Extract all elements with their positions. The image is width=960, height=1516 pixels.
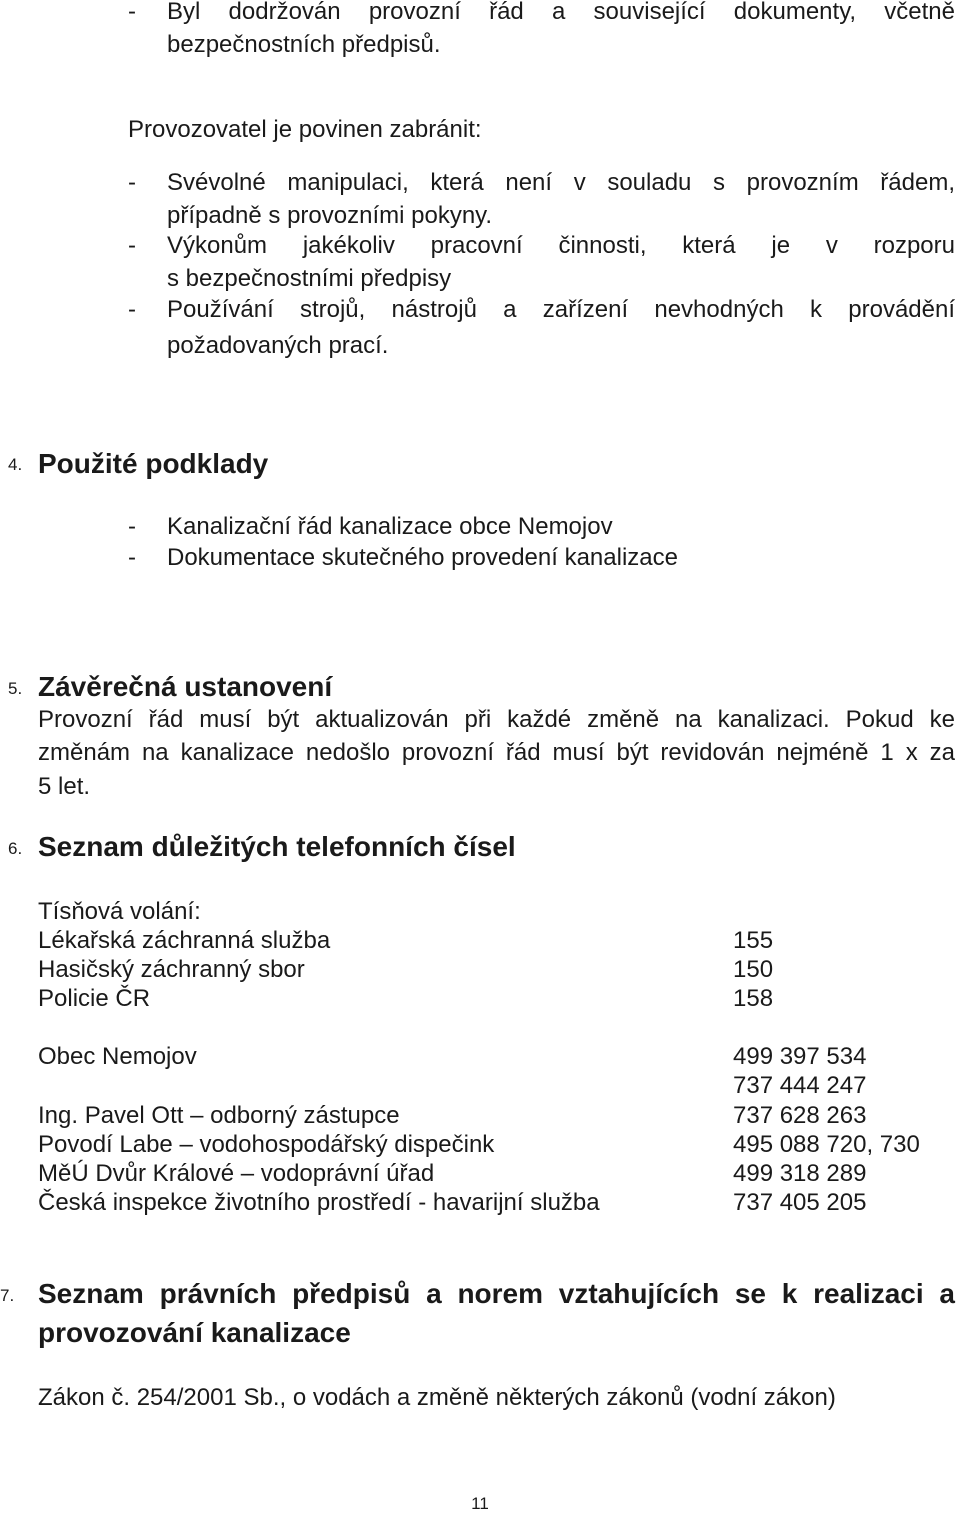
list-item-text: Byl dodržován provozní řád a související dokumenty, včetně	[167, 0, 955, 25]
page-number: 11	[471, 1494, 489, 1513]
section-number: 6.	[8, 839, 23, 858]
emergency-label: Tísňová volání:	[38, 898, 201, 925]
law-reference: Zákon č. 254/2001 Sb., o vodách a změně některých zákonů (vodní zákon)	[38, 1384, 836, 1411]
list-item-text: případně s provozními pokyny.	[167, 202, 493, 229]
list-item-text: Svévolné manipulaci, která není v souladu s provozním řádem,	[167, 169, 955, 196]
list-dash: -	[128, 0, 136, 25]
phone-label: Povodí Labe – vodohospodářský dispečink	[38, 1131, 495, 1158]
section-number: 5.	[8, 679, 23, 698]
phone-number: 737 628 263	[733, 1102, 867, 1129]
section-heading: Seznam právních předpisů a norem vztahujících se k realizaci a	[38, 1278, 955, 1309]
list-dash: -	[128, 513, 136, 540]
list-item-text: s bezpečnostními předpisy	[167, 265, 452, 292]
section-number: 7.	[0, 1286, 15, 1305]
operator-intro: Provozovatel je povinen zabránit:	[128, 116, 482, 143]
section-heading-continued: provozování kanalizace	[38, 1317, 351, 1348]
list-item-text: Používání strojů, nástrojů a zařízení nevhodných k provádění	[167, 296, 955, 323]
list-dash: -	[128, 169, 136, 196]
list-dash: -	[128, 232, 136, 259]
list-dash: -	[128, 544, 136, 571]
list-item-text: požadovaných prací.	[167, 332, 389, 359]
section-heading: Použité podklady	[38, 448, 269, 479]
phone-number: 499 397 534	[733, 1043, 867, 1070]
phone-number: 499 318 289	[733, 1160, 867, 1187]
section-heading: Seznam důležitých telefonních čísel	[38, 831, 516, 862]
section-number: 4.	[8, 455, 23, 474]
phone-number: 158	[733, 985, 774, 1012]
phone-number: 495 088 720, 730	[733, 1131, 920, 1158]
section-heading: Závěrečná ustanovení	[38, 671, 333, 702]
phone-label: Ing. Pavel Ott – odborný zástupce	[38, 1102, 400, 1129]
paragraph-line: 5 let.	[38, 773, 91, 800]
list-item-text: Výkonům jakékoliv pracovní činnosti, která je v rozporu	[167, 232, 955, 259]
phone-number: 155	[733, 927, 774, 954]
list-item-text: Kanalizační řád kanalizace obce Nemojov	[167, 513, 613, 540]
phone-label: Hasičský záchranný sbor	[38, 956, 305, 983]
list-dash: -	[128, 296, 136, 323]
phone-label: Obec Nemojov	[38, 1043, 197, 1070]
phone-number: 150	[733, 956, 774, 983]
paragraph-line: změnám na kanalizace nedošlo provozní řád musí být revidován nejméně 1 x za	[38, 739, 955, 766]
phone-number: 737 405 205	[733, 1189, 867, 1216]
phone-label: Lékařská záchranná služba	[38, 927, 331, 954]
phone-number: 737 444 247	[733, 1072, 867, 1099]
phone-label: Česká inspekce životního prostředí - havarijní služba	[38, 1189, 600, 1216]
phone-label: MěÚ Dvůr Králové – vodoprávní úřad	[38, 1160, 435, 1187]
paragraph-line: Provozní řád musí být aktualizován při každé změně na kanalizaci. Pokud ke	[38, 706, 955, 733]
phone-label: Policie ČR	[38, 985, 151, 1012]
list-item-text: Dokumentace skutečného provedení kanalizace	[167, 544, 678, 571]
list-item-text: bezpečnostních předpisů.	[167, 31, 441, 58]
